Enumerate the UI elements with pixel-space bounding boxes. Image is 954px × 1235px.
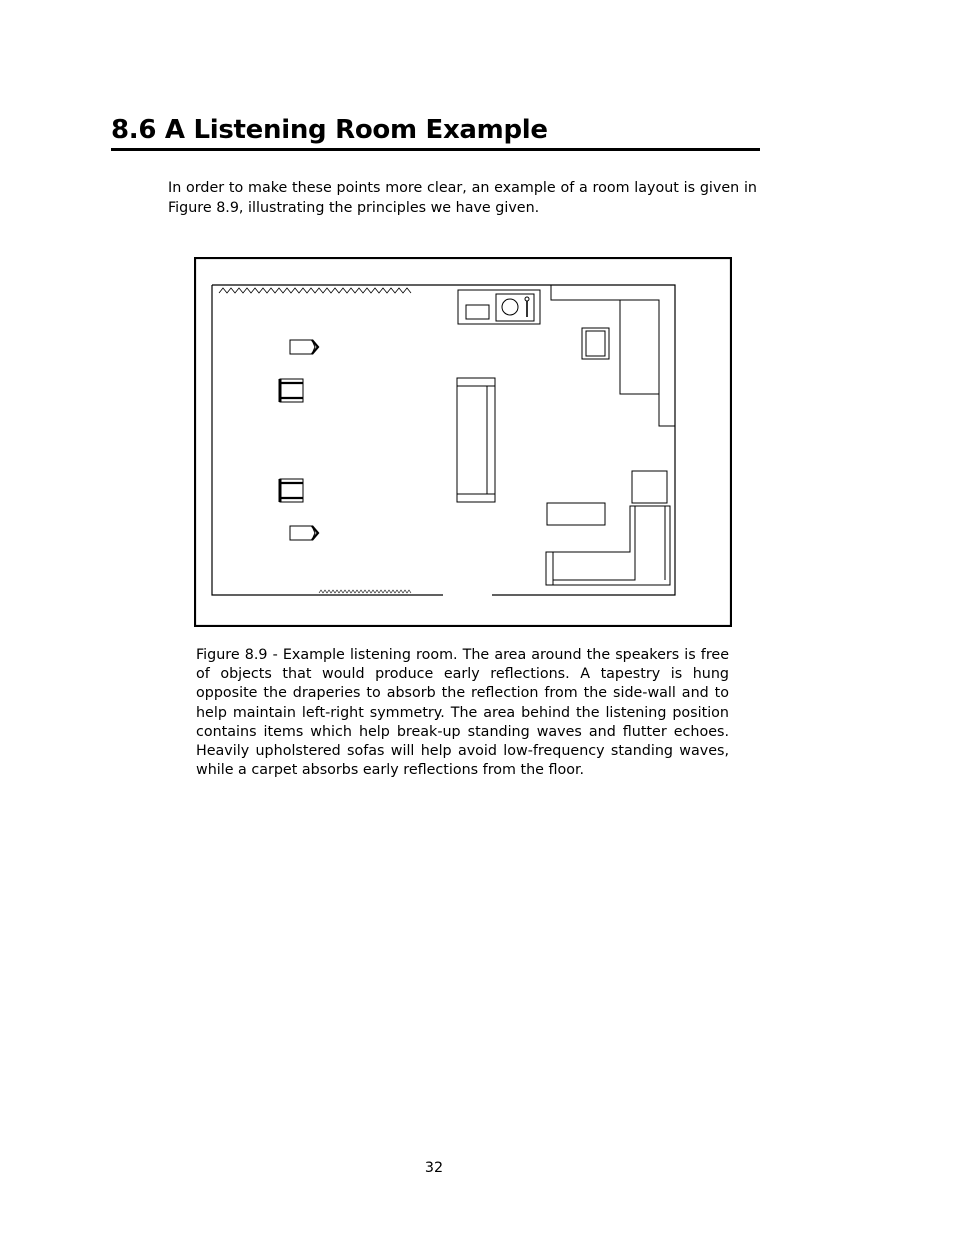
speaker-right-icon	[290, 526, 318, 540]
coffee-table-icon	[547, 503, 605, 525]
listening-chair-upper-icon	[280, 379, 303, 402]
sectional-sofa-icon	[546, 506, 670, 585]
section-heading: 8.6 A Listening Room Example	[111, 112, 760, 151]
center-sofa-icon	[457, 378, 495, 502]
room-layout-figure	[194, 257, 732, 627]
listening-chair-lower-icon	[280, 479, 303, 502]
figure-caption: Figure 8.9 - Example listening room. The area around the speakers is free of objects that would produce early reflections. A tapestry is hung opposite the draperies to absorb the reflection from the side-wall and to help maintain left-right symmetry. The area behind the listening position contains items which help break-up standing waves and flutter echoes. Heavily upholstered sofas will help avoid low-frequency standing waves, while a carpet absorbs early reflections from the floor.	[196, 647, 729, 779]
equipment-cabinet-icon	[458, 290, 540, 324]
corner-shelving-icon	[551, 285, 675, 426]
room-walls	[212, 285, 675, 595]
armchair-icon	[582, 328, 609, 359]
side-table-icon	[632, 471, 667, 503]
page-number: 32	[424, 1160, 444, 1176]
figure-border	[195, 258, 731, 626]
intro-paragraph: In order to make these points more clear, an example of a room layout is given in Figure 8.9, illustrating the principles we have given.	[168, 180, 757, 216]
speaker-left-icon	[290, 340, 318, 354]
tapestry-icon	[219, 288, 411, 293]
draperies-icon	[319, 590, 411, 593]
